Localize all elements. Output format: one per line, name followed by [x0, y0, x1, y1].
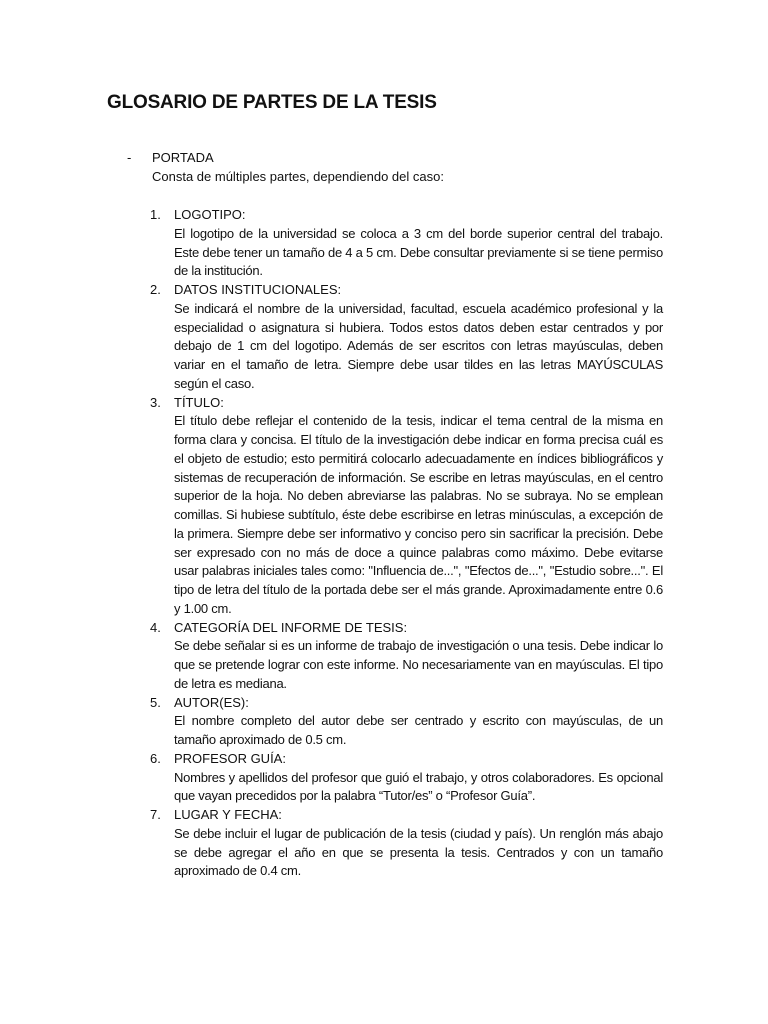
item-number: 4.: [150, 619, 161, 635]
item-body: Se debe incluir el lugar de publicación de la tesis (ciudad y país). Un renglón más abajo se debe agregar el año en que se presenta la tesis. Centrados y con un tamaño aproximado de 0.4 cm.: [174, 825, 663, 879]
item-list: [0, 206, 768, 881]
item-title: DATOS INSTITUCIONALES:: [174, 282, 342, 297]
section-bullet: -: [127, 150, 132, 165]
item-title: AUTOR(ES):: [174, 694, 249, 710]
list-item-logotipo: [0, 206, 768, 281]
item-number: 6.: [150, 750, 161, 766]
item-title: CATEGORÍA DEL INFORME DE TESIS:: [174, 619, 408, 635]
item-number: 3.: [150, 394, 161, 410]
list-item-datos-institucionales: [0, 281, 768, 394]
item-body: Nombres y apellidos del profesor que guió el trabajo, y otros colaboradores. Es opcional que vayan precedidos por la palabra “Tutor/es” o “Profesor Guía”.: [174, 769, 663, 804]
item-body: El nombre completo del autor debe ser centrado y escrito con mayúsculas, de un tamaño aproximado de 0.5 cm.: [174, 713, 663, 747]
item-number: 2.: [150, 282, 161, 297]
item-number: 7.: [150, 807, 161, 822]
item-title: LOGOTIPO:: [174, 207, 246, 222]
item-number: 5.: [150, 694, 161, 710]
item-body: Se debe señalar si es un informe de trabajo de investigación o una tesis. Debe indicar lo que se pretende lograr con este informe. No necesariamente van en mayúsculas. El tipo de letra es mediana.: [174, 638, 663, 691]
document-title: GLOSARIO DE PARTES DE LA TESIS: [107, 92, 437, 113]
item-title: TÍTULO:: [174, 394, 224, 410]
list-item-categoria: [0, 619, 768, 694]
list-item-lugar-fecha: [0, 806, 768, 881]
item-title: PROFESOR GUÍA:: [174, 750, 286, 766]
section-intro: Consta de múltiples partes, dependiendo del caso:: [152, 169, 444, 184]
item-number: 1.: [150, 207, 161, 222]
item-body: Se indicará el nombre de la universidad, facultad, escuela académico profesional y la especialidad o asignatura si hubiera. Todos estos datos deben estar centrados y por debajo de 1 cm del logotipo. Además de ser escritos con letras mayúsculas, deben variar en el tamaño de letra. Siempre debe usar tildes en las letras MAYÚSCULAS según el caso.: [174, 300, 663, 391]
list-item-profesor-guia: [0, 750, 768, 806]
item-body: El logotipo de la universidad se coloca a 3 cm del borde superior central del trabajo. Este debe tener un tamaño de 4 a 5 cm. Debe consultar previamente si se tiene permiso de la institución.: [174, 225, 663, 279]
item-body: El título debe reflejar el contenido de la tesis, indicar el tema central de la misma en forma clara y concisa. El título de la investigación debe indicar en forma precisa cuál es el objeto de estudio; esto permitirá colocarlo adecuadamente en índices bibliográficos y sistemas de recuperación de información. Se escribe en letras mayúsculas, en el centro superior de la hoja. No deben abreviarse las palabras. No se subraya. No se emplean comillas. Si hubiese subtítulo, éste debe escribirse en letras minúsculas, a excepción de la primera. Siempre debe ser informativo y conciso pero sin sacrificar la precisión. Debe ser expresado con no más de doce a quince palabras como máximo. Debe evitarse usar palabras iniciales tales como: "Influencia de...", "Efectos de...", "Estudio sobre...". El tipo de letra del título de la portada debe ser el más grande. Aproximadamente entre 0.6 y 1.00 cm.: [174, 413, 663, 616]
item-title: LUGAR Y FECHA:: [174, 807, 282, 822]
list-item-autor: [0, 694, 768, 750]
list-item-titulo: [0, 394, 768, 619]
section-heading: PORTADA: [152, 150, 214, 165]
